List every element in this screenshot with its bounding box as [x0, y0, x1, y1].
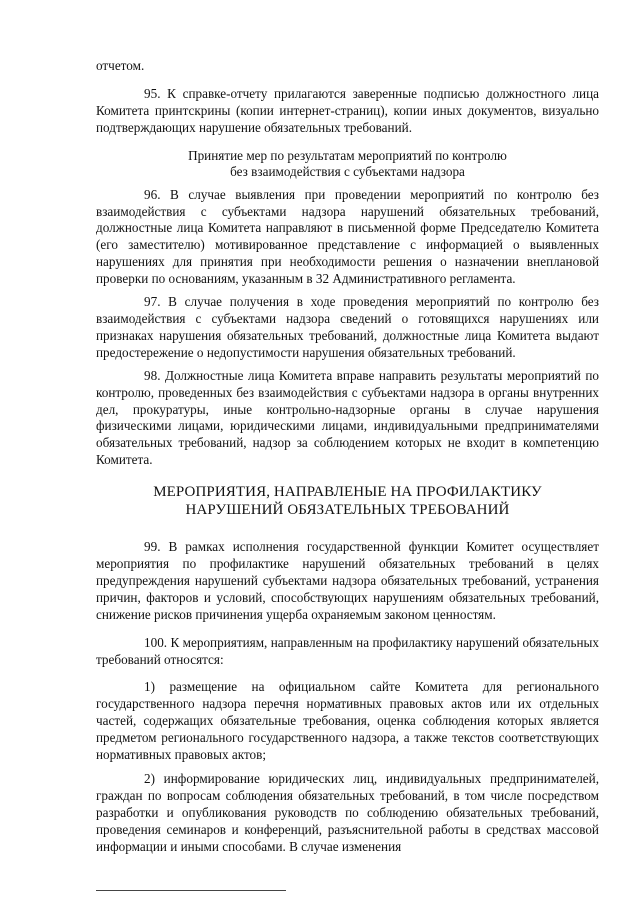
subheading-line-2: без взаимодействия с субъектами надзора	[230, 164, 465, 180]
section-title-line-1: МЕРОПРИЯТИЯ, НАПРАВЛЕНЫЕ НА ПРОФИЛАКТИКУ	[153, 484, 542, 501]
paragraph-97: 97. В случае получения в ходе проведения мероприятий по контролю без взаимодействия с субъектами надзора сведений о готовящихся нарушениях или признаках нарушения обязательных требований, должностные лица Комитета выдают предостережение о недопустимости нарушения обязательных требований.	[96, 294, 599, 360]
paragraph-intro-continuation: отчетом.	[96, 58, 145, 73]
list-item-2: 2) информирование юридических лиц, индивидуальных предпринимателей, граждан по вопросам соблюдения обязательных требований, в том числе посредством разработки и опубликования руководств по соблюдению обязательных требований, проведения семинаров и конференций, разъяснительной работы в средствах массовой информации и иными способами. В случае изменения	[96, 771, 599, 854]
section-title-line-2: НАРУШЕНИЙ ОБЯЗАТЕЛЬНЫХ ТРЕБОВАНИЙ	[185, 502, 510, 519]
subheading-line-1: Принятие мер по результатам мероприятий по контролю	[188, 147, 507, 163]
footer-rule	[96, 890, 286, 891]
list-item-1: 1) размещение на официальном сайте Комитета для регионального государственного надзора перечня нормативных правовых актов или их отдельных частей, содержащих обязательные требования, оценка соблюдения которых является предметом регионального государственного надзора, а также текстов соответствующих нормативных правовых актов;	[96, 679, 599, 763]
paragraph-99: 99. В рамках исполнения государственной функции Комитет осуществляет мероприятия по профилактике нарушений обязательных требований в целях предупреждения нарушений субъектами надзора обязательных требований, устранения причин, факторов и условий, способствующих нарушениям обязательных требований, снижение рисков причинения ущерба охраняемым законом ценностям.	[96, 539, 599, 622]
paragraph-98: 98. Должностные лица Комитета вправе направить результаты мероприятий по контролю, проведенных без взаимодействия с субъектами надзора в органы внутренних дел, прокуратуры, иные контрольно-надзорные органы в случае нарушения физическими лицами, юридическими лицами, индивидуальными предпринимателями обязательных требований, надзор за соблюдением которых не входит в компетенцию Комитета.	[96, 367, 599, 468]
paragraph-96: 96. В случае выявления при проведении мероприятий по контролю без взаимодействия с субъектами надзора нарушений обязательных требований, должностные лица Комитета направляют в письменной форме Председателю Комитета (его заместителю) мотивированное представление с информацией о выявленных нарушениях для принятия при необходимости решения о назначении внеплановой проверки по основаниям, указанным в 32 Административного регламента.	[96, 186, 599, 287]
section-title	[96, 483, 599, 519]
paragraph-95: 95. К справке-отчету прилагаются заверенные подписью должностного лица Комитета принтскрины (копии интернет-страниц), копии иных документов, визуально подтверждающих нарушение обязательных требований.	[96, 85, 599, 135]
paragraph-100: 100. К мероприятиям, направленным на профилактику нарушений обязательных требований относятся:	[96, 634, 599, 667]
subheading	[96, 148, 599, 181]
